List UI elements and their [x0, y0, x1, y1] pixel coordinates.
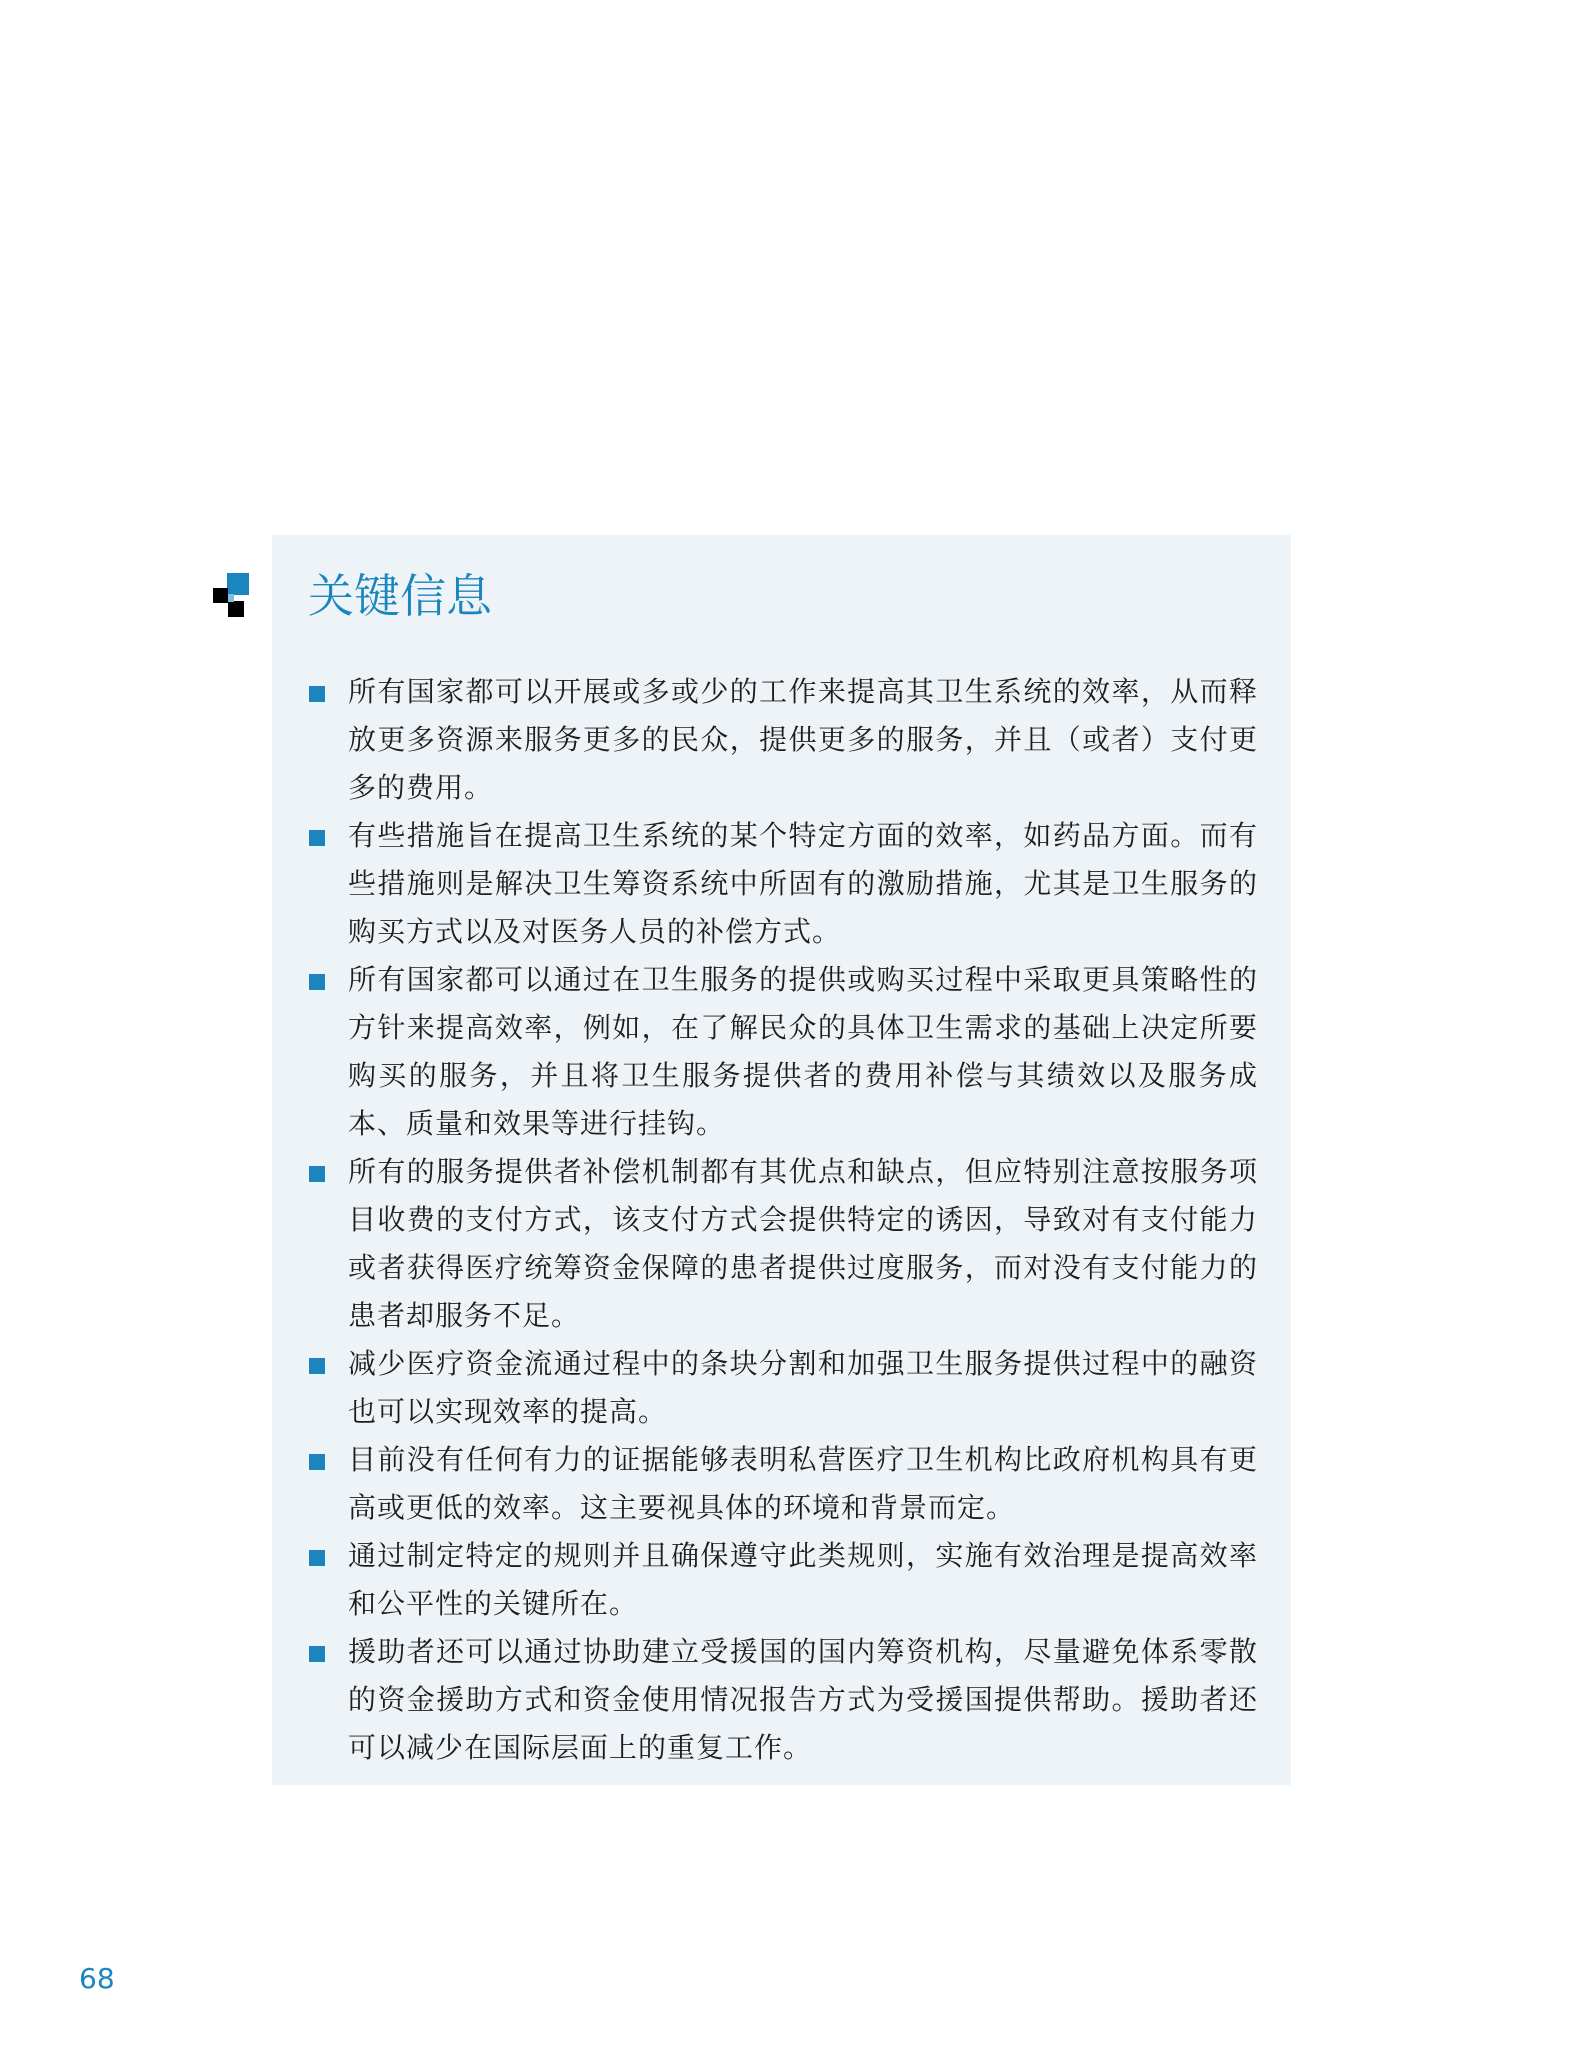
square-bullet-icon	[309, 1454, 325, 1470]
list-item	[348, 1628, 1258, 1772]
squares-logo-icon	[213, 573, 249, 617]
list-item	[348, 668, 1258, 812]
list-item-text: 所有国家都可以开展或多或少的工作来提高其卫生系统的效率，从而释放更多资源来服务更多的民众，提供更多的服务，并且（或者）支付更多的费用。	[348, 675, 1258, 804]
list-item	[348, 956, 1258, 1148]
key-points-list	[348, 668, 1258, 1772]
square-bullet-icon	[309, 1166, 325, 1182]
square-bullet-icon	[309, 1646, 325, 1662]
square-bullet-icon	[309, 974, 325, 990]
list-item	[348, 812, 1258, 956]
box-title: 关键信息	[308, 569, 492, 623]
page-number: 68	[79, 1962, 115, 1995]
list-item-text: 所有国家都可以通过在卫生服务的提供或购买过程中采取更具策略性的方针来提高效率，例如，在了解民众的具体卫生需求的基础上决定所要购买的服务，并且将卫生服务提供者的费用补偿与其绩效以及服务成本、质量和效果等进行挂钩。	[348, 963, 1258, 1140]
square-bullet-icon	[309, 830, 325, 846]
square-bullet-icon	[309, 1550, 325, 1566]
list-item-text: 所有的服务提供者补偿机制都有其优点和缺点，但应特别注意按服务项目收费的支付方式，该支付方式会提供特定的诱因，导致对有支付能力或者获得医疗统筹资金保障的患者提供过度服务，而对没有支付能力的患者却服务不足。	[348, 1155, 1258, 1332]
list-item-text: 目前没有任何有力的证据能够表明私营医疗卫生机构比政府机构具有更高或更低的效率。这主要视具体的环境和背景而定。	[348, 1443, 1258, 1524]
list-item-text: 援助者还可以通过协助建立受援国的国内筹资机构，尽量避免体系零散的资金援助方式和资金使用情况报告方式为受援国提供帮助。援助者还可以减少在国际层面上的重复工作。	[348, 1635, 1258, 1764]
square-bullet-icon	[309, 1358, 325, 1374]
list-item-text: 减少医疗资金流通过程中的条块分割和加强卫生服务提供过程中的融资也可以实现效率的提高。	[348, 1347, 1258, 1428]
list-item	[348, 1340, 1258, 1436]
list-item	[348, 1532, 1258, 1628]
square-bullet-icon	[309, 686, 325, 702]
list-item	[348, 1148, 1258, 1340]
list-item-text: 通过制定特定的规则并且确保遵守此类规则，实施有效治理是提高效率和公平性的关键所在。	[348, 1539, 1258, 1620]
list-item-text: 有些措施旨在提高卫生系统的某个特定方面的效率，如药品方面。而有些措施则是解决卫生筹资系统中所固有的激励措施，尤其是卫生服务的购买方式以及对医务人员的补偿方式。	[348, 819, 1258, 948]
list-item	[348, 1436, 1258, 1532]
